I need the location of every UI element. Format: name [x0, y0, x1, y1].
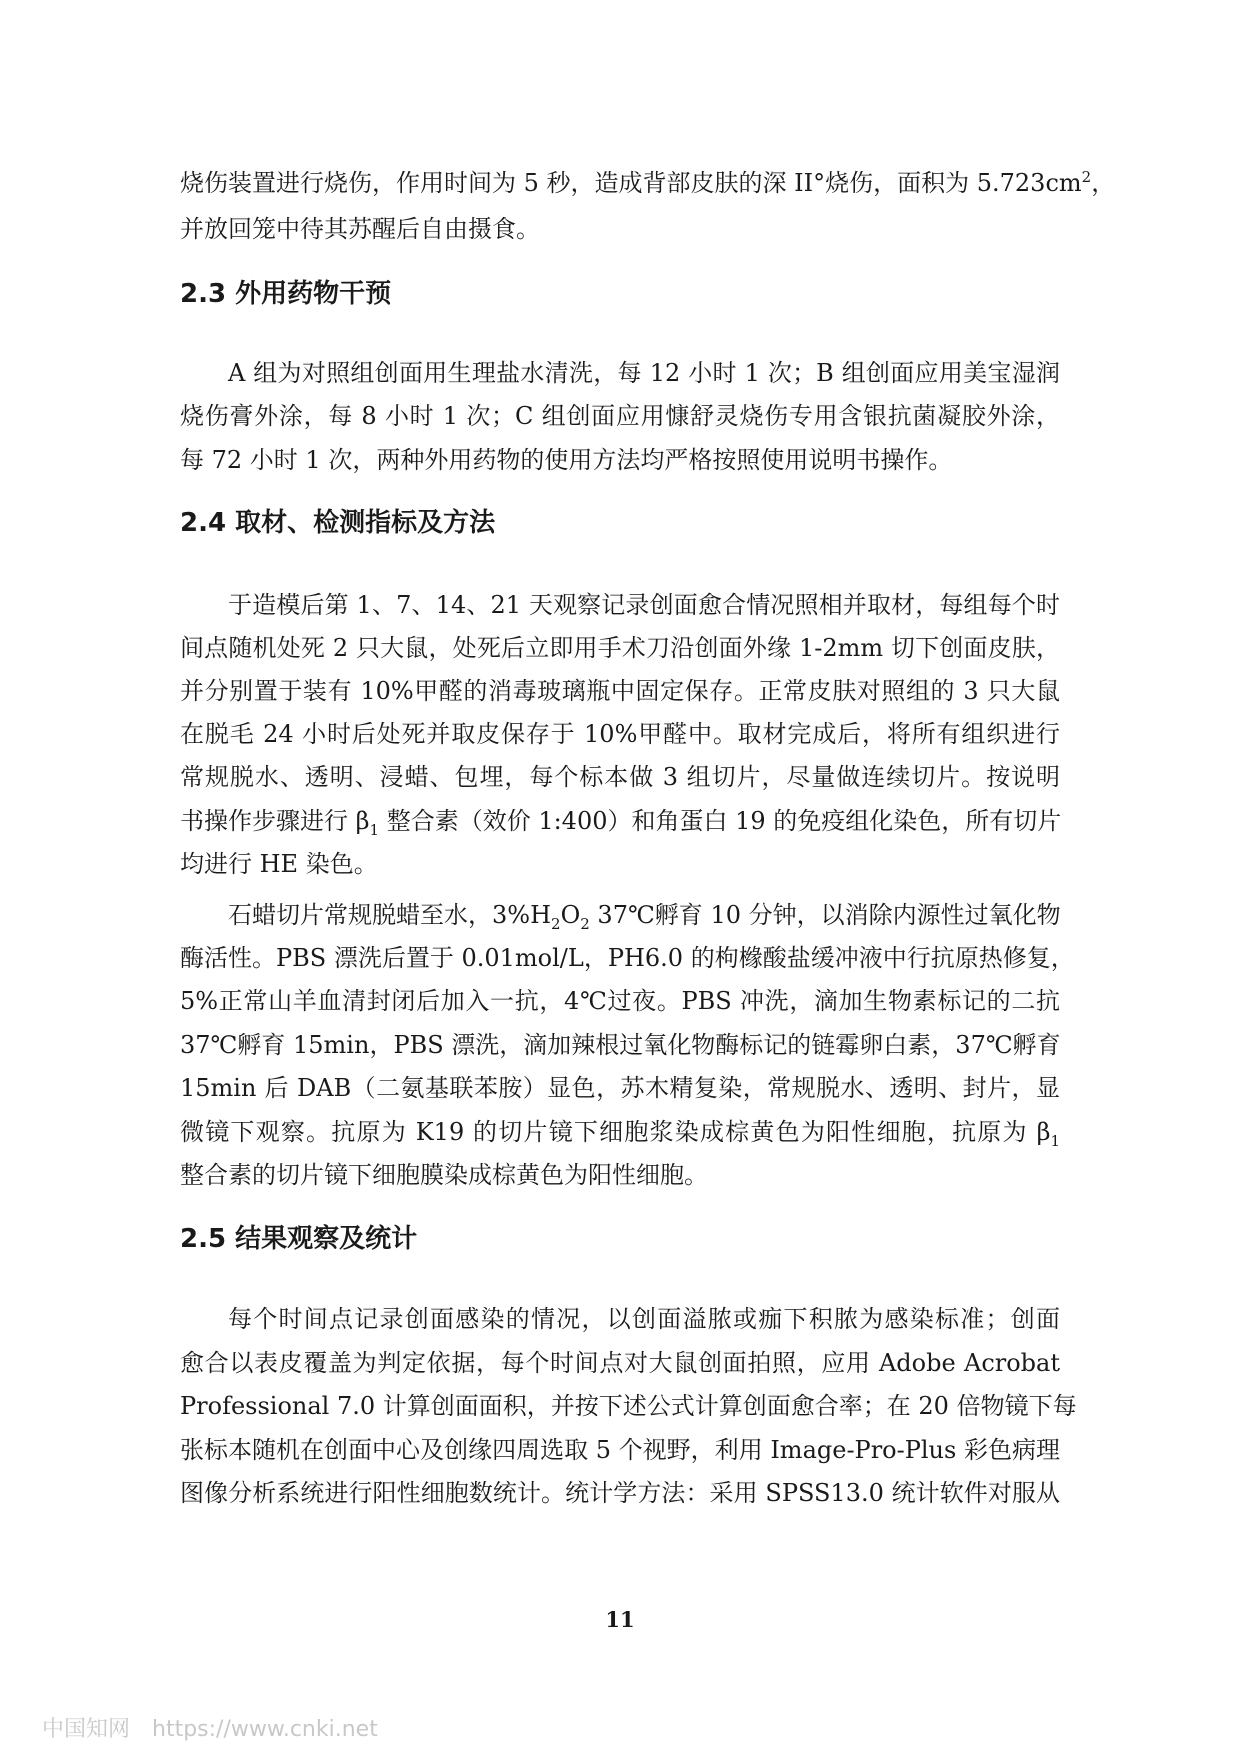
page-number: 11 — [605, 1607, 635, 1632]
paragraph-line: 烧伤装置进行烧伤，作用时间为 5 秒，造成背部皮肤的深 II°烧伤，面积为 $5.723cm^2$， — [180, 168, 1116, 197]
paragraph-line: 张标本随机在创面中心及创缘四周选取 5 个视野，利用 Image-Pro-Plus 彩色病理 — [180, 1436, 1060, 1464]
paragraph-line: 37℃孵育 15min，PBS 漂洗，滴加辣根过氧化物酶标记的链霉卵白素，37℃孵育 — [180, 1031, 1061, 1059]
paragraph-line: Professional 7.0 计算创面面积，并按下述公式计算创面愈合率；在 20 倍物镜下每 — [180, 1392, 1077, 1420]
paragraph-line: 愈合以表皮覆盖为判定依据，每个时间点对大鼠创面拍照，应用 Adobe Acrobat — [180, 1349, 1060, 1377]
paragraph-line: 均进行 HE 染色。 — [180, 850, 378, 878]
paragraph-line: 在脱毛 24 小时后处死并取皮保存于 10%甲醛中。取材完成后，将所有组织进行 — [180, 720, 1060, 748]
section-heading-2-5: 2.5 结果观察及统计 — [180, 1224, 418, 1254]
paragraph-line: 并放回笼中待其苏醒后自由摄食。 — [180, 215, 540, 243]
paragraph-line: 于造模后第 1、7、14、21 天观察记录创面愈合情况照相并取材，每组每个时 — [228, 591, 1060, 619]
paragraph-line: 图像分析系统进行阳性细胞数统计。统计学方法：采用 SPSS13.0 统计软件对服从 — [180, 1479, 1060, 1507]
cnki-site-link[interactable]: https://www.cnki.net — [152, 1717, 378, 1742]
paragraph-line: 常规脱水、透明、浸蜡、包埋，每个标本做 3 组切片，尽量做连续切片。按说明 — [180, 763, 1060, 791]
paragraph-line: 微镜下观察。抗原为 K19 的切片镜下细胞浆染成棕黄色为阳性细胞，抗原为 $\beta_1$ — [180, 1118, 1060, 1150]
paragraph-line: 并分别置于装有 10%甲醛的消毒玻璃瓶中固定保存。正常皮肤对照组的 3 只大鼠 — [180, 677, 1060, 705]
paragraph-line: 石蜡切片常规脱蜡至水，$3\%H_2O_2$ 37℃孵育 10 分钟，以消除内源性过氧化物 — [228, 901, 1061, 933]
paragraph-line: 整合素的切片镜下细胞膜染成棕黄色为阳性细胞。 — [180, 1161, 708, 1189]
paragraph-line: 烧伤膏外涂，每 8 小时 1 次；C 组创面应用慷舒灵烧伤专用含银抗菌凝胶外涂， — [180, 402, 1060, 430]
paragraph-line: 间点随机处死 2 只大鼠，处死后立即用手术刀沿创面外缘 1-2mm 切下创面皮肤， — [180, 634, 1060, 662]
section-heading-2-4: 2.4 取材、检测指标及方法 — [180, 508, 496, 538]
paragraph-line: 每 72 小时 1 次，两种外用药物的使用方法均严格按照使用说明书操作。 — [180, 446, 953, 474]
paragraph-line: A 组为对照组创面用生理盐水清洗，每 12 小时 1 次；B 组创面应用美宝湿润 — [228, 359, 1060, 387]
paragraph-line: 书操作步骤进行 $\beta_1$ 整合素（效价 1:400）和角蛋白 19 的免疫组化染色，所有切片 — [180, 807, 1062, 839]
paragraph-line: 酶活性。PBS 漂洗后置于 0.01mol/L，PH6.0 的枸橼酸盐缓冲液中行抗原热修复， — [180, 944, 1075, 972]
paragraph-line: 5%正常山羊血清封闭后加入一抗，4℃过夜。PBS 冲洗，滴加生物素标记的二抗 — [180, 987, 1060, 1015]
paragraph-line: 15min 后 DAB（二氨基联苯胺）显色，苏木精复染，常规脱水、透明、封片，显 — [180, 1074, 1060, 1102]
section-heading-2-3: 2.3 外用药物干预 — [180, 279, 392, 309]
cnki-brand-text: 中国知网 — [42, 1717, 131, 1742]
watermark-footer — [42, 1712, 378, 1743]
paragraph-line: 每个时间点记录创面感染的情况，以创面溢脓或痂下积脓为感染标准；创面 — [228, 1305, 1060, 1333]
